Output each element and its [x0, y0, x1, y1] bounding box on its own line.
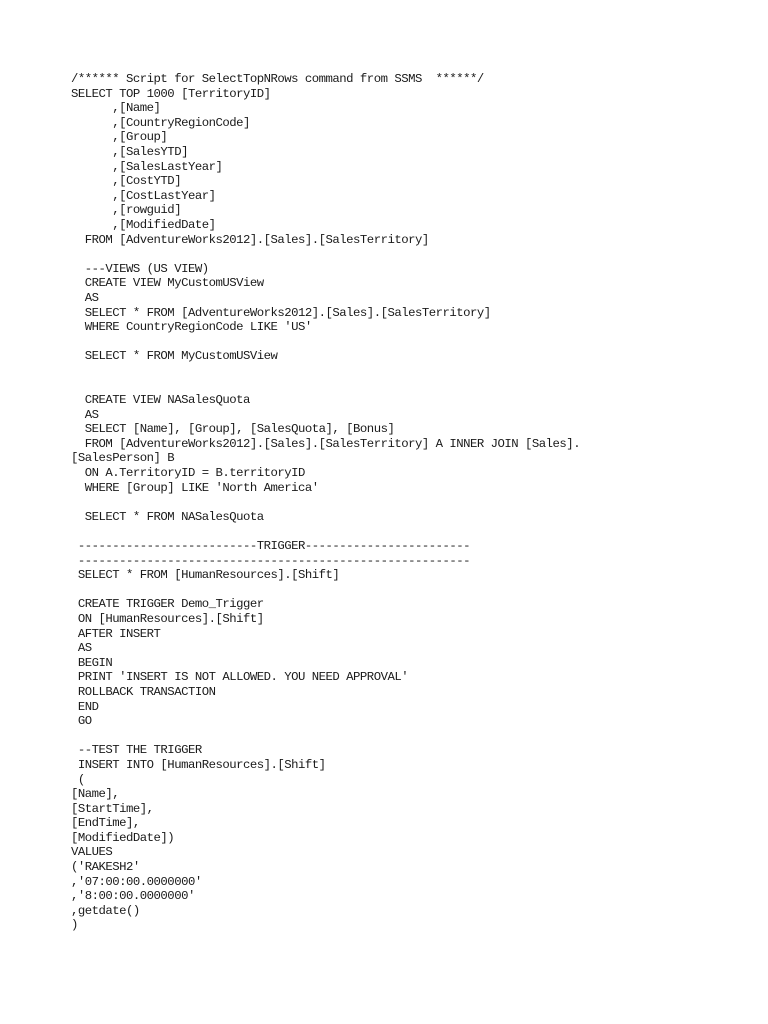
code-line: CREATE VIEW MyCustomUSView	[71, 276, 264, 291]
code-line	[71, 729, 751, 744]
code-line: GO	[71, 714, 92, 729]
code-line	[71, 378, 751, 393]
code-line: FROM [AdventureWorks2012].[Sales].[SalesTerritory] A INNER JOIN [Sales].	[71, 436, 581, 451]
code-line: SELECT TOP 1000 [TerritoryID]	[71, 86, 271, 101]
code-line	[71, 335, 751, 350]
code-line: END	[71, 699, 99, 714]
code-line: [StartTime],	[71, 801, 154, 816]
code-line: SELECT [Name], [Group], [SalesQuota], [Bonus]	[71, 422, 395, 437]
code-line: --------------------------TRIGGER------------------------	[71, 539, 471, 553]
code-line: [ModifiedDate])	[71, 830, 175, 845]
code-line: AFTER INSERT	[71, 626, 161, 641]
code-line: /****** Script for SelectTopNRows command from SSMS ******/	[71, 72, 484, 86]
code-line: SELECT * FROM MyCustomUSView	[71, 349, 278, 364]
code-line: ,'07:00:00.0000000'	[71, 874, 202, 889]
code-line: [Name],	[71, 787, 120, 802]
code-line: AS	[71, 641, 92, 656]
code-line: AS	[71, 407, 99, 422]
code-line: BEGIN	[71, 655, 113, 670]
code-line: ,[ModifiedDate]	[71, 217, 216, 232]
code-line: AS	[71, 290, 99, 305]
code-line: SELECT * FROM [AdventureWorks2012].[Sales].[SalesTerritory]	[71, 305, 491, 320]
code-line: ON A.TerritoryID = B.territoryID	[71, 466, 305, 481]
code-line: ,'8:00:00.0000000'	[71, 889, 195, 904]
code-line: [EndTime],	[71, 816, 140, 831]
code-line: WHERE [Group] LIKE 'North America'	[71, 480, 319, 495]
code-line: --TEST THE TRIGGER	[71, 743, 202, 758]
code-line: FROM [AdventureWorks2012].[Sales].[SalesTerritory]	[71, 232, 429, 247]
code-line: WHERE CountryRegionCode LIKE 'US'	[71, 320, 312, 335]
code-line: SELECT * FROM [HumanResources].[Shift]	[71, 568, 340, 583]
code-line: ('RAKESH2'	[71, 860, 140, 875]
code-line: CREATE TRIGGER Demo_Trigger	[71, 597, 264, 612]
code-line	[71, 364, 751, 379]
code-line: SELECT * FROM NASalesQuota	[71, 509, 264, 524]
code-line: ---------------------------------------------------------	[71, 553, 471, 568]
code-line: ,[Group]	[71, 130, 168, 145]
code-line: INSERT INTO [HumanResources].[Shift]	[71, 757, 326, 772]
code-line: VALUES	[71, 845, 113, 860]
code-line: ---VIEWS (US VIEW)	[71, 261, 209, 276]
code-line: ON [HumanResources].[Shift]	[71, 611, 264, 626]
code-line: ,[SalesLastYear]	[71, 159, 223, 174]
code-line	[71, 583, 751, 598]
code-line	[71, 524, 751, 539]
code-line: ,[SalesYTD]	[71, 144, 188, 159]
code-line: ,[CostLastYear]	[71, 188, 216, 203]
code-line	[71, 495, 751, 510]
code-line: ,[CountryRegionCode]	[71, 115, 250, 130]
code-line: ,[CostYTD]	[71, 174, 182, 189]
sql-script-document	[71, 72, 751, 933]
code-line: ,[rowguid]	[71, 203, 182, 218]
code-line: [SalesPerson] B	[71, 451, 175, 466]
code-line	[71, 247, 751, 262]
code-line: )	[71, 918, 78, 933]
code-line: CREATE VIEW NASalesQuota	[71, 393, 250, 408]
code-line: ROLLBACK TRANSACTION	[71, 684, 216, 699]
code-line: ,getdate()	[71, 903, 140, 918]
code-line: (	[71, 772, 85, 787]
code-line: PRINT 'INSERT IS NOT ALLOWED. YOU NEED APPROVAL'	[71, 670, 409, 685]
code-line: ,[Name]	[71, 101, 161, 116]
